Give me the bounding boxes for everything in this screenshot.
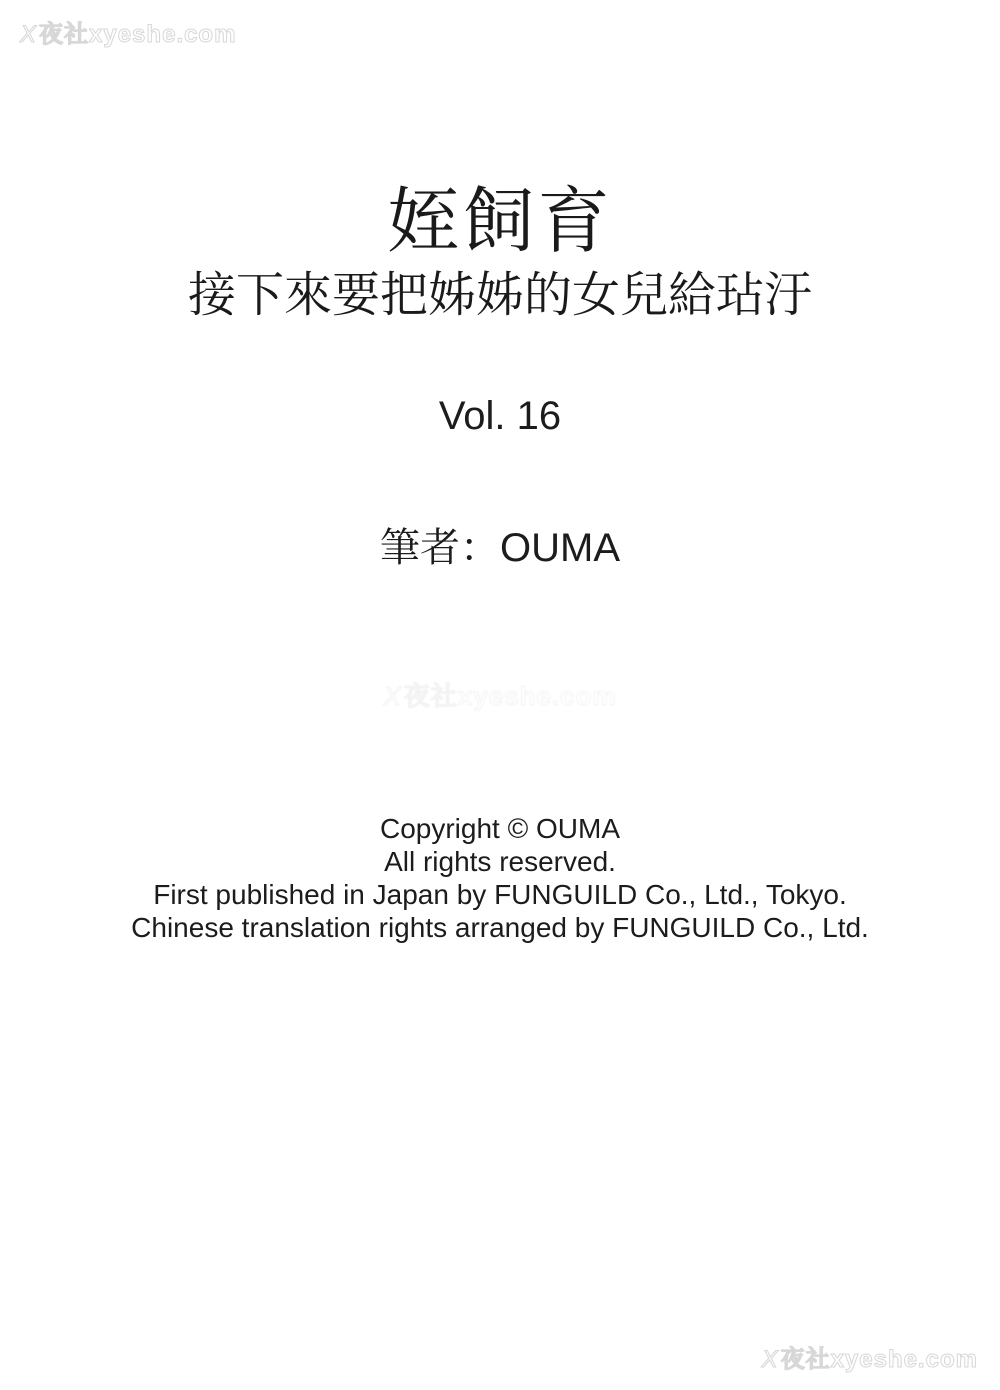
first-published-line: First published in Japan by FUNGUILD Co., Ltd., Tokyo.: [153, 879, 847, 910]
watermark-label: 夜社xyeshe.com: [780, 1346, 978, 1373]
copyright-line: Copyright © OUMA: [379, 813, 621, 844]
x-logo-icon: X: [20, 21, 38, 48]
series-title: 姪飼育: [387, 182, 613, 262]
watermark-label: 夜社xyeshe.com: [39, 21, 237, 48]
copyright-block: [0, 812, 1000, 944]
author-line: 筆者：OUMA: [380, 526, 620, 570]
series-subtitle: 接下來要把姊姊的女兒給玷汙: [187, 269, 812, 322]
x-logo-icon: X: [383, 681, 402, 711]
site-watermark-bottom-right: [762, 1339, 978, 1374]
site-watermark-center-faint: [383, 676, 616, 713]
rights-reserved-line: All rights reserved.: [384, 846, 616, 877]
volume-label: Vol. 16: [438, 394, 562, 438]
site-watermark-top-left: [20, 14, 236, 49]
x-logo-icon: X: [761, 1346, 779, 1373]
translation-rights-line: Chinese translation rights arranged by FUNGUILD Co., Ltd.: [131, 912, 869, 943]
watermark-label: 夜社xyeshe.com: [403, 681, 617, 711]
